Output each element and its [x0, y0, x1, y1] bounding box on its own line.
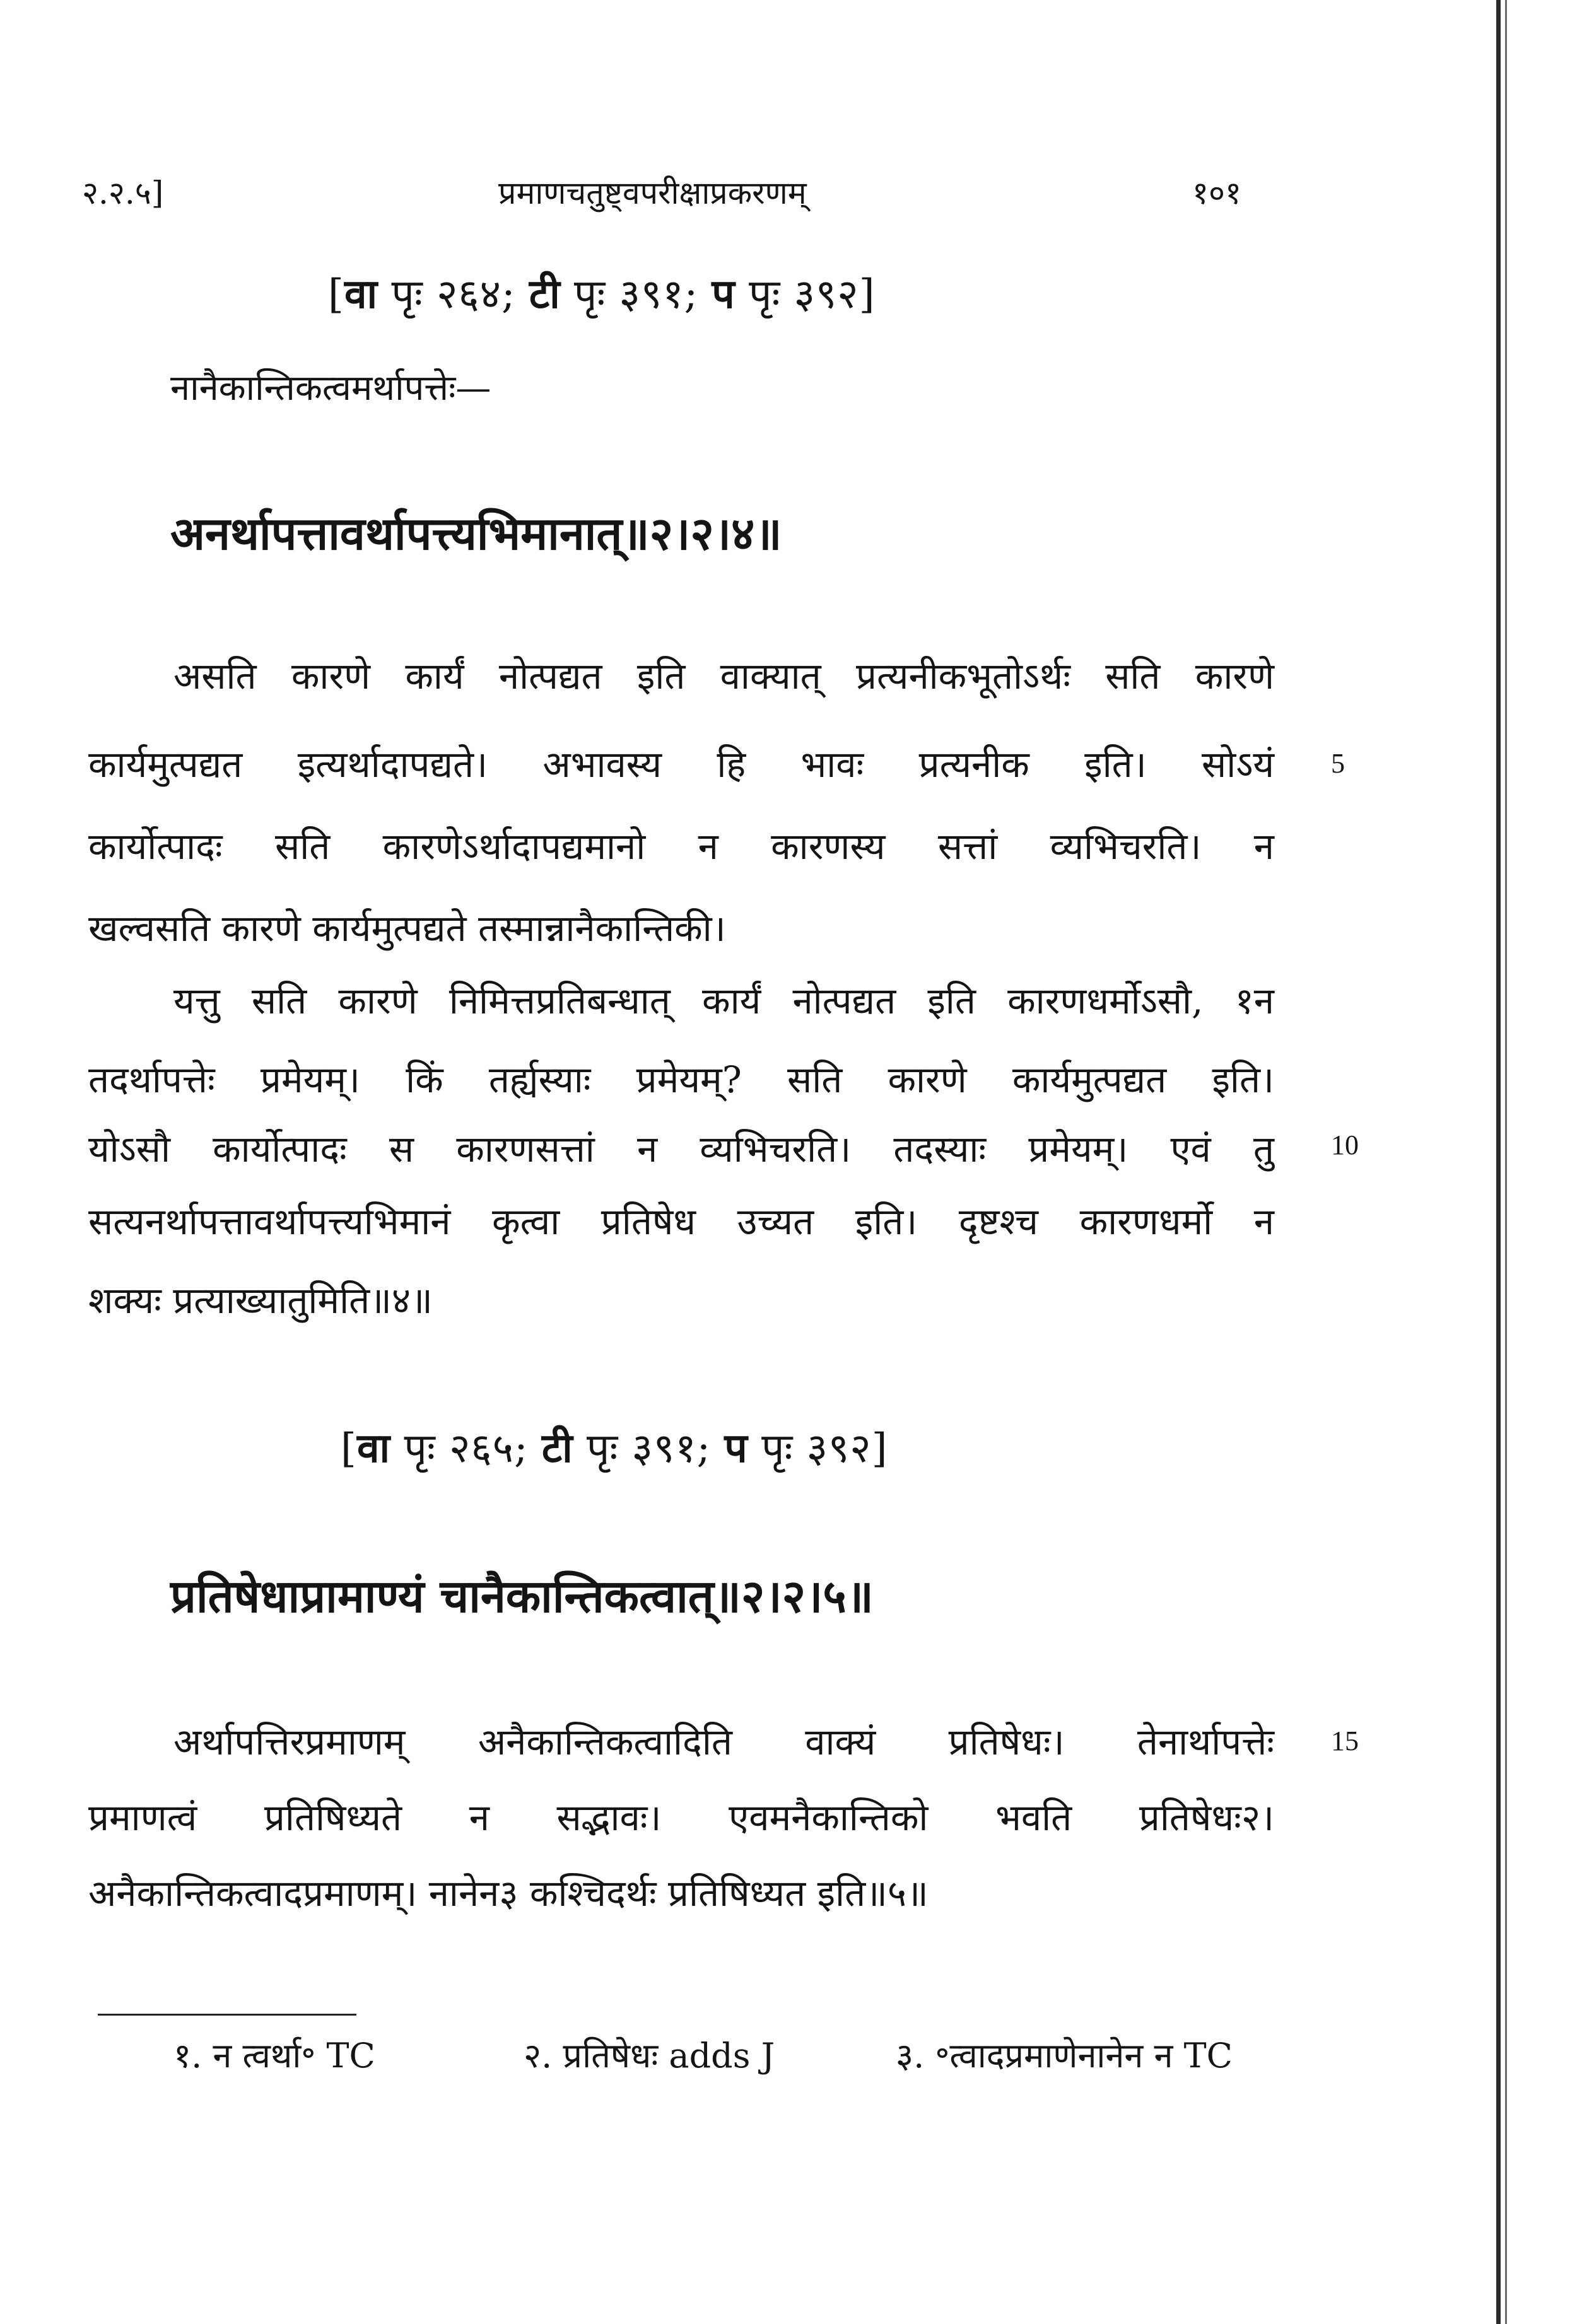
para2-line-3: योऽसौ कार्योत्पादः स कारणसत्तां न व्यभिचरति। तदस्याः प्रमेयम्। एवं तु	[88, 1128, 1274, 1171]
line-number-15: 15	[1331, 1725, 1359, 1756]
para3-line-1: अर्थापत्तिरप्रमाणम् अनैकान्तिकत्वादिति वाक्यं प्रतिषेधः। तेनार्थापत्तेः	[173, 1720, 1274, 1763]
para1-line-4: खल्वसति कारणे कार्यमुत्पद्यते तस्मान्नानैकान्तिकी।	[88, 907, 726, 950]
sutra-heading-1: अनर्थापत्तावर्थापत्त्यभिमानात्॥२।२।४॥	[170, 506, 782, 560]
para2-line-2: तदर्थापत्तेः प्रमेयम्। किं तर्ह्यस्याः प्रमेयम्? सति कारणे कार्यमुत्पद्यत इति।	[88, 1058, 1274, 1101]
ref2-ti: टी	[541, 1425, 573, 1472]
reference-line-2	[341, 1419, 888, 1474]
ref-close-bracket: ]	[859, 271, 876, 318]
ref2-close-bracket: ]	[871, 1425, 888, 1472]
running-title: प्रमाणचतुष्ट्वपरीक्षाप्रकरणम्	[498, 175, 807, 211]
ref-pa-page: पृः ३९२	[735, 271, 859, 318]
ref2-va-page: पृः २६५;	[390, 1425, 542, 1472]
footnote-3: ३. ॰त्वादप्रमाणेनानेन न TC	[896, 2036, 1233, 2076]
page-edge-shadow	[1496, 0, 1501, 2324]
ref-va-page: पृः २६४;	[378, 271, 529, 318]
para1-line-3: कार्योत्पादः सति कारणेऽर्थादापद्यमानो न कारणस्य सत्तां व्यभिचरति। न	[88, 825, 1274, 868]
ref-va: वा	[344, 271, 378, 318]
para1-line-1: असति कारणे कार्यं नोत्पद्यत इति वाक्यात् प्रत्यनीकभूतोऽर्थः सति कारणे	[173, 655, 1274, 698]
para1-line-2: कार्यमुत्पद्यत इत्यर्थादापद्यते। अभावस्य हि भावः प्रत्यनीक इति। सोऽयं	[88, 743, 1274, 786]
footnote-1: १. न त्वर्था॰ TC	[173, 2036, 375, 2076]
para2-line-5: शक्यः प्रत्याख्यातुमिति॥४॥	[88, 1279, 433, 1322]
ref2-ti-page: पृः ३९१;	[573, 1425, 725, 1472]
footnote-rule	[98, 2014, 356, 2016]
ref2-va: वा	[356, 1425, 391, 1472]
footnote-2: २. प्रतिषेधः adds J	[524, 2036, 775, 2076]
ref2-pa: प	[724, 1425, 748, 1472]
page-number: १०१	[1192, 175, 1241, 211]
section-number: २.२.५]	[82, 175, 164, 211]
para3-line-3: अनैकान्तिकत्वादप्रमाणम्। नानेन३ कश्चिदर्थः प्रतिषिध्यत इति॥५॥	[88, 1872, 929, 1915]
page-edge-line	[1505, 0, 1507, 2324]
para2-line-1: यत्तु सति कारणे निमित्तप्रतिबन्धात् कार्यं नोत्पद्यत इति कारणधर्मोऽसौ, १न	[173, 979, 1274, 1022]
ref-ti-page: पृः ३९१;	[560, 271, 712, 318]
para3-line-2: प्रमाणत्वं प्रतिषिध्यते न सद्भावः। एवमनैकान्तिको भवति प्रतिषेधः२।	[88, 1796, 1274, 1839]
reference-line-1	[328, 265, 876, 320]
intro-line: नानैकान्तिकत्वमर्थापत्तेः—	[170, 368, 491, 409]
line-number-10: 10	[1331, 1130, 1359, 1160]
line-number-5: 5	[1331, 748, 1345, 779]
ref-pa: प	[712, 271, 735, 318]
ref-ti: टी	[529, 271, 561, 318]
para2-line-4: सत्यनर्थापत्तावर्थापत्त्यभिमानं कृत्वा प्रतिषेध उच्यत इति। दृष्टश्च कारणधर्मो न	[88, 1200, 1274, 1243]
ref2-open-bracket: [	[341, 1425, 357, 1472]
sutra-heading-2: प्रतिषेधाप्रामाण्यं चानैकान्तिकत्वात्॥२।२।५॥	[170, 1569, 874, 1623]
ref-open-bracket: [	[328, 271, 344, 318]
ref2-pa-page: पृः ३९२	[747, 1425, 872, 1472]
